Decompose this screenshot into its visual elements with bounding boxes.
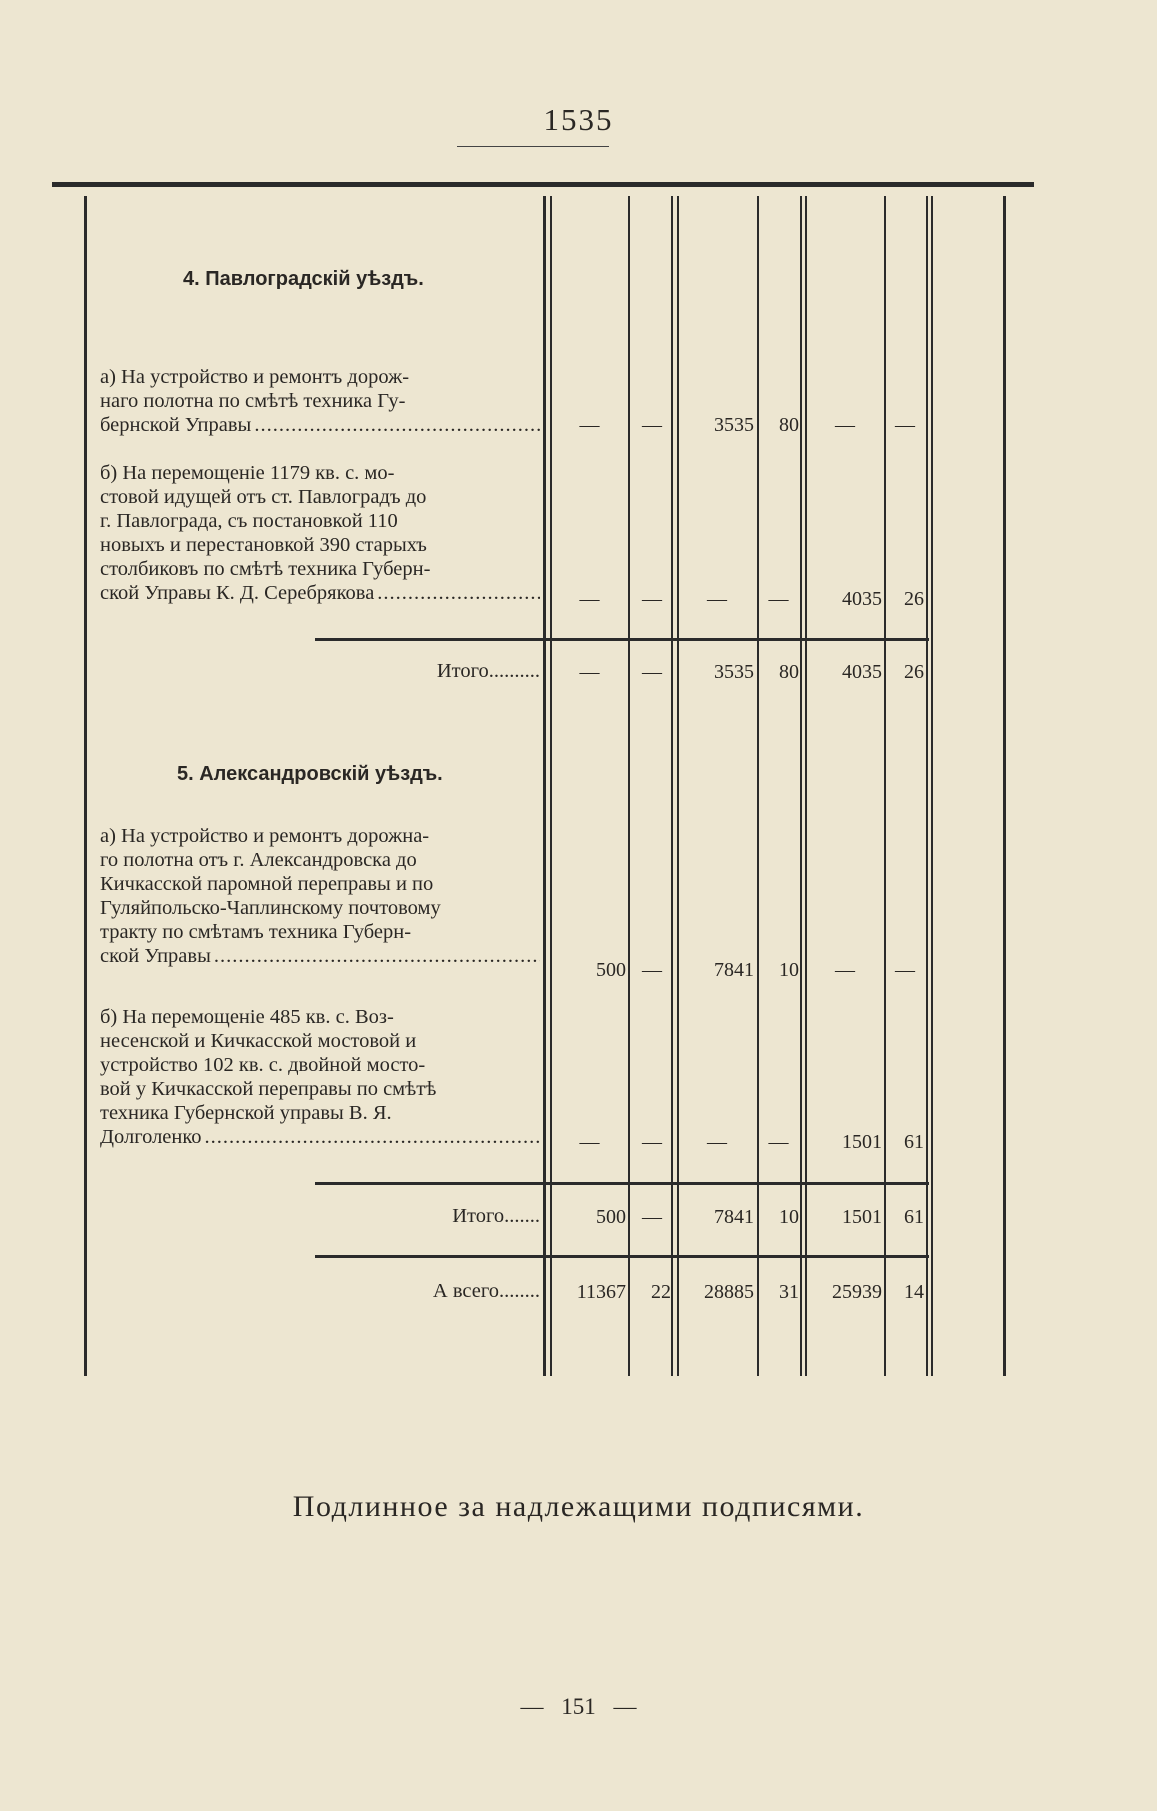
total-value: 10 [779, 1206, 799, 1228]
item-text-line: ской Управы К. Д. Серебрякова [100, 582, 375, 604]
column-rule [926, 196, 928, 1376]
page-number-bottom: — 151 — [520, 1694, 637, 1719]
grand-total-value: 22 [651, 1281, 671, 1303]
total-rule [315, 1182, 929, 1185]
value-cell: 500 [596, 959, 626, 981]
value-cell: — [642, 588, 662, 610]
total-value: 500 [596, 1206, 626, 1228]
top-rule [457, 146, 609, 147]
value-cell: — [707, 588, 727, 610]
item-text-line: Гуляйпольско-Чаплинскому почтовому [100, 897, 441, 919]
item-text-line: Долголенко [100, 1126, 202, 1148]
value-cell: — [835, 414, 855, 436]
item-description [100, 1005, 540, 1149]
item-text-last-line [100, 413, 540, 437]
value-cell: 80 [779, 414, 799, 436]
page-number-top: 1535 [543, 102, 614, 137]
column-rule [671, 196, 673, 1376]
table-border-left [84, 196, 87, 1376]
column-rule [800, 196, 802, 1376]
grand-total-label-text: А всего [432, 1280, 499, 1302]
value-cell: 4035 [842, 588, 882, 610]
value-cell: — [579, 1131, 600, 1153]
item-text-line: тракту по смѣтамъ техника Губерн- [100, 921, 412, 943]
column-rule [884, 196, 886, 1376]
item-text-line: ской Управы [100, 945, 211, 967]
certification-note: Подлинное за надлежащими подписями. [292, 1490, 865, 1523]
table-header-rule [52, 182, 1034, 187]
item-text-line: стовой идущей отъ ст. Павлоградъ до [100, 486, 427, 508]
leader-dots [205, 1125, 540, 1149]
total-rule [315, 1255, 929, 1258]
total-value: 61 [904, 1206, 924, 1228]
value-cell: 7841 [714, 959, 754, 981]
total-label: Итого.......... [436, 660, 540, 682]
value-cell: — [642, 1131, 662, 1153]
total-value: 4035 [842, 661, 882, 683]
total-value: 7841 [714, 1206, 754, 1228]
item-description [100, 461, 540, 605]
column-rule [543, 196, 546, 1376]
value-cell: — [579, 588, 600, 610]
grand-total-value: 31 [779, 1281, 799, 1303]
value-cell: — [835, 959, 855, 981]
total-value: 26 [904, 661, 924, 683]
item-text-line: наго полотна по смѣтѣ техника Гу- [100, 390, 406, 412]
item-description [100, 824, 540, 968]
total-value: 3535 [714, 661, 754, 683]
value-cell: 26 [904, 588, 924, 610]
total-value: 1501 [842, 1206, 882, 1228]
value-cell: — [642, 414, 662, 436]
item-text-line: г. Павлограда, съ постановкой 110 [100, 510, 398, 532]
grand-total-value: 11367 [576, 1281, 626, 1303]
value-cell: — [642, 959, 662, 981]
grand-total-value: 14 [904, 1281, 924, 1303]
item-text-line: Кичкасской паромной переправы и по [100, 873, 434, 895]
item-text-line: новыхъ и перестановкой 390 старыхъ [100, 534, 427, 556]
item-text-last-line [100, 944, 540, 968]
item-text-last-line [100, 1125, 540, 1149]
grand-total-value: 25939 [832, 1281, 882, 1303]
leader-dots [254, 413, 540, 437]
section-heading: 5. Александровскій уѣздъ. [177, 763, 443, 785]
column-rule [677, 196, 679, 1376]
total-rule [315, 638, 929, 641]
value-cell: 10 [779, 959, 799, 981]
item-text-line: бернской Управы [100, 414, 252, 436]
total-value: — [642, 1206, 662, 1228]
value-cell: — [707, 1131, 727, 1153]
item-text-line: б) На перемощеніе 1179 кв. с. мо- [100, 462, 395, 484]
total-value: 80 [779, 661, 799, 683]
leader-dots [377, 581, 540, 605]
item-text-line: б) На перемощеніе 485 кв. с. Воз- [100, 1006, 394, 1028]
column-rule [931, 196, 933, 1376]
table-border-right [1003, 196, 1006, 1376]
item-text-line: столбиковъ по смѣтѣ техника Губерн- [100, 558, 431, 580]
leader-dots [214, 944, 540, 968]
item-text-line: техника Губернской управы В. Я. [100, 1102, 392, 1124]
item-description [100, 365, 540, 437]
grand-total-label: А всего........ [432, 1280, 540, 1302]
item-text-line: а) На устройство и ремонтъ дорож- [100, 366, 410, 388]
item-text-line: а) На устройство и ремонтъ дорожна- [100, 825, 430, 847]
value-cell: 61 [904, 1131, 924, 1153]
value-cell: — [579, 414, 600, 436]
item-text-line: несенской и Кичкасской мостовой и [100, 1030, 417, 1052]
value-cell: 3535 [714, 414, 754, 436]
value-cell: — [768, 588, 789, 610]
total-label-text: Итого [452, 1205, 505, 1227]
section-heading: 4. Павлоградскій уѣздъ. [183, 268, 424, 290]
item-text-line: вой у Кичкасской переправы по смѣтѣ [100, 1078, 437, 1100]
item-text-line: го полотна отъ г. Александровска до [100, 849, 417, 871]
item-text-line: устройство 102 кв. с. двойной мосто- [100, 1054, 426, 1076]
value-cell: — [895, 959, 915, 981]
column-rule [550, 196, 552, 1376]
item-text-last-line [100, 581, 540, 605]
value-cell: 1501 [842, 1131, 882, 1153]
value-cell: — [895, 414, 915, 436]
column-rule [805, 196, 807, 1376]
column-rule [628, 196, 630, 1376]
total-label: Итого....... [452, 1205, 540, 1227]
column-rule [757, 196, 759, 1376]
grand-total-value: 28885 [704, 1281, 754, 1303]
total-value: — [642, 661, 662, 683]
total-label-text: Итого [436, 660, 489, 682]
total-value: — [579, 661, 600, 683]
value-cell: — [768, 1131, 789, 1153]
